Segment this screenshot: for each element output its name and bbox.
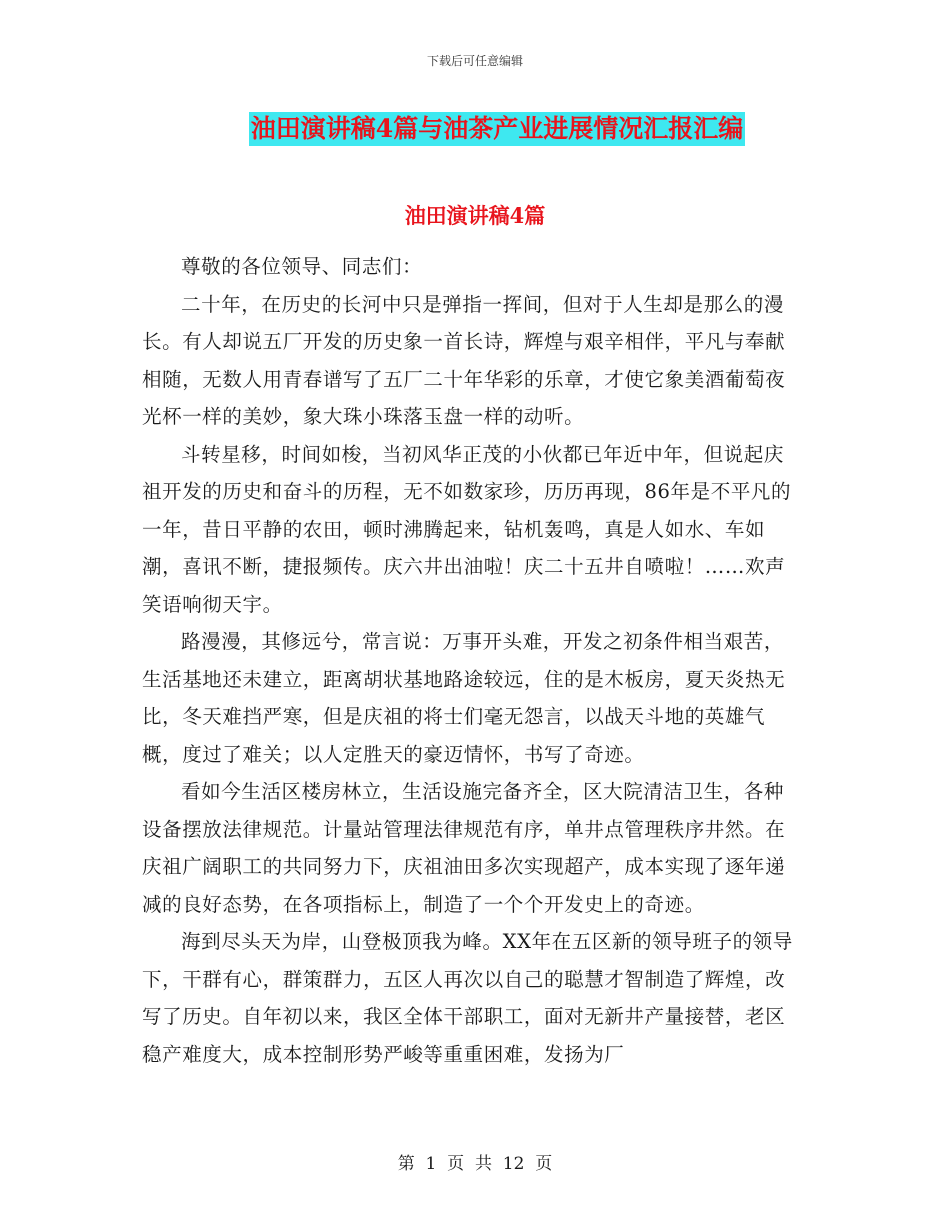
paragraph: 看如今生活区楼房林立，生活设施完备齐全，区大院清洁卫生，各种设备摆放法律规范。计量站管理法律规范有序，单井点管理秩序井然。在庆祖广阔职工的共同努力下，庆祖油田多次实现超产，成本实现了逐年递减的良好态势，在各项指标上，制造了一个个开发史上的奇迹。 bbox=[142, 780, 786, 916]
document-title-wrap bbox=[0, 112, 950, 146]
page-header-note: 下载后可任意编辑 bbox=[426, 54, 523, 68]
paragraph: 海到尽头天为岸，山登极顶我为峰。XX年在五区新的领导班子的领导下，干群有心，群策群力，五区人再次以自己的聪慧才智制造了辉煌，改写了历史。自年初以来，我区全体干部职工，面对无新井产量接替，老区稳产难度大，成本控制形势严峻等重重困难，发扬为厂 bbox=[142, 930, 793, 1066]
body-text bbox=[142, 248, 804, 1073]
document-title: 油田演讲稿4篇与油茶产业进展情况汇报汇编 bbox=[249, 112, 745, 146]
paragraph: 路漫漫，其修远兮，常言说：万事开头难，开发之初条件相当艰苦，生活基地还未建立，距离胡状基地路途较远，住的是木板房，夏天炎热无比，冬天难挡严寒，但是庆祖的将士们毫无怨言，以战天斗地的英雄气概，度过了难关；以人定胜天的豪迈情怀，书写了奇迹。 bbox=[142, 630, 786, 766]
page-number-footer: 第 1 页 共 12 页 bbox=[397, 1154, 553, 1174]
paragraph: 斗转星移，时间如梭，当初风华正茂的小伙都已年近中年，但说起庆祖开发的历史和奋斗的历程，无不如数家珍，历历再现，86年是不平凡的一年，昔日平静的农田，顿时沸腾起来，钻机轰鸣，真是人如水、车如潮，喜讯不断，捷报频传。庆六井出油啦！庆二十五井自喷啦！……欢声笑语响彻天宇。 bbox=[142, 442, 792, 616]
paragraph: 二十年，在历史的长河中只是弹指一挥间，但对于人生却是那么的漫长。有人却说五厂开发的历史象一首长诗，辉煌与艰辛相伴，平凡与奉献相随，无数人用青春谱写了五厂二十年华彩的乐章，才使它象美酒葡萄夜光杯一样的美妙，象大珠小珠落玉盘一样的动听。 bbox=[142, 292, 786, 428]
section-title: 油田演讲稿4篇 bbox=[404, 203, 546, 228]
paragraph-salutation: 尊敬的各位领导、同志们： bbox=[181, 255, 423, 278]
